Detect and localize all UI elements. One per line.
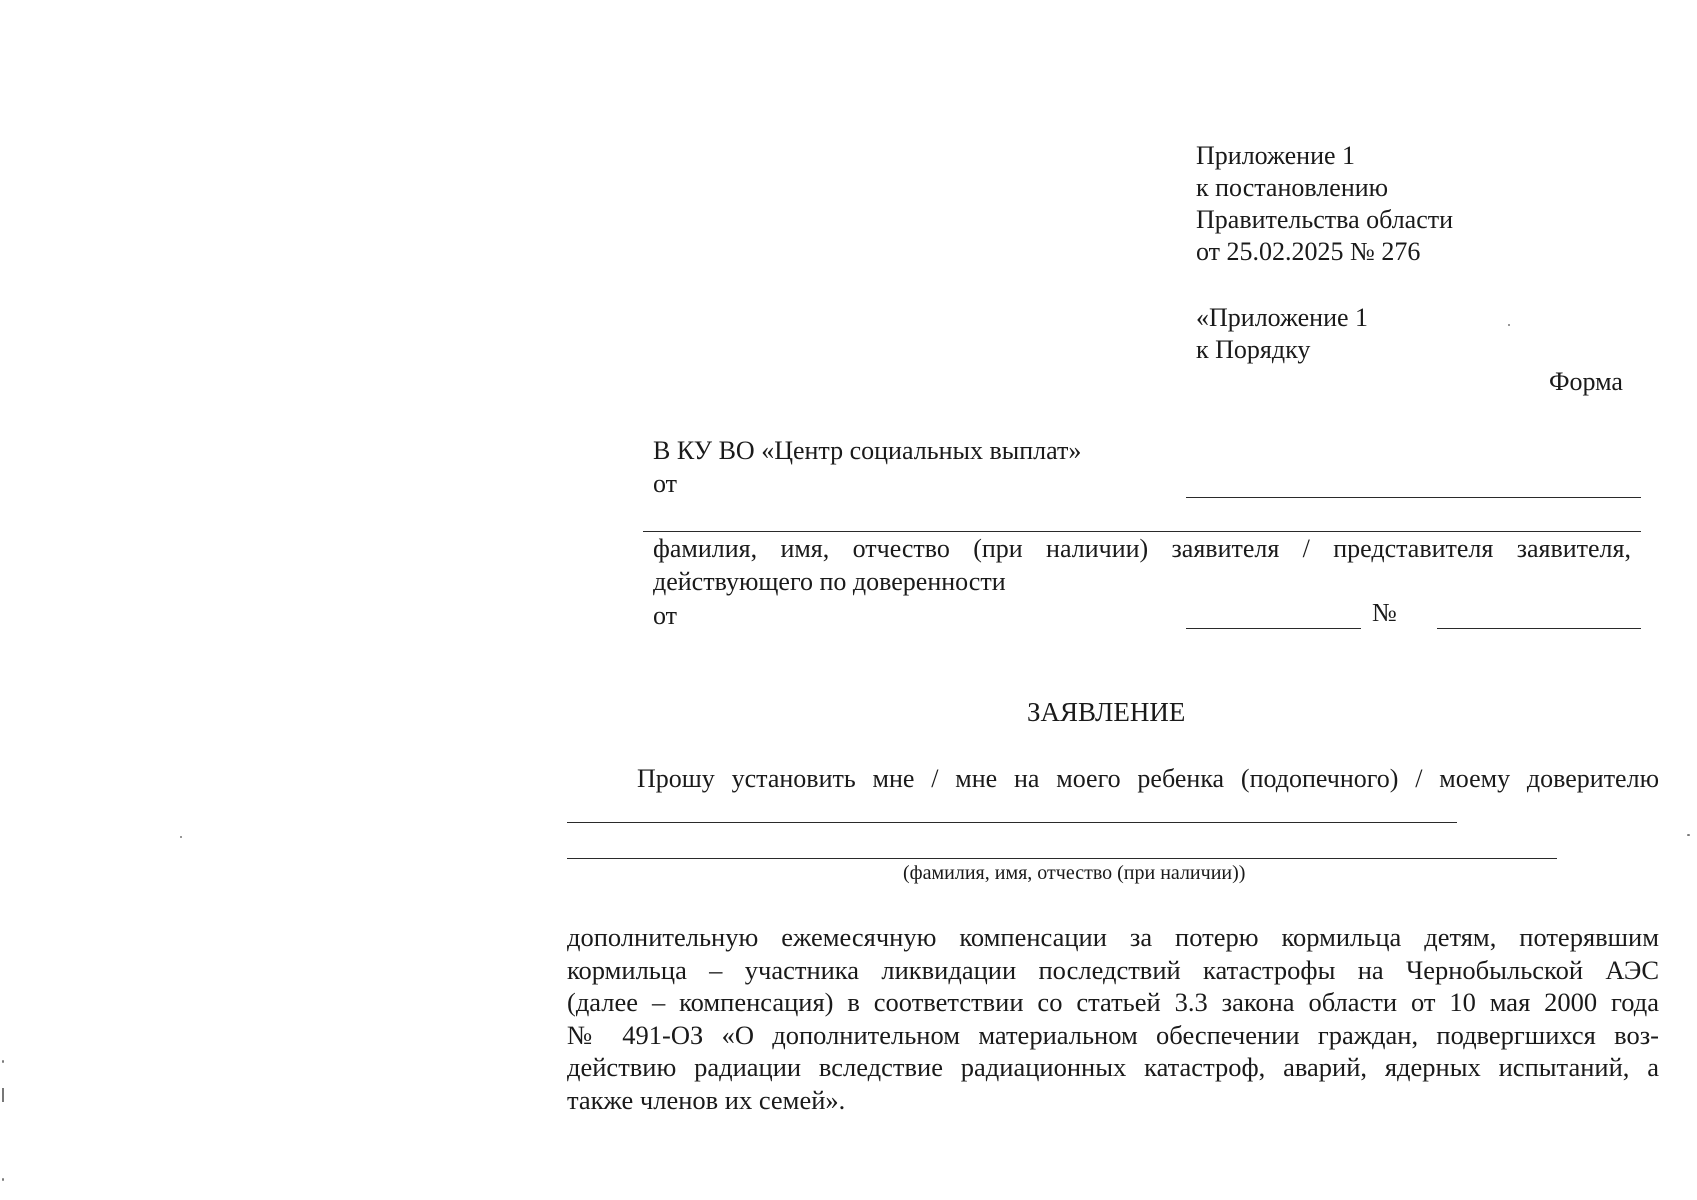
inner-appendix-line-2: к Порядку [1196, 335, 1311, 364]
number-fill-line[interactable] [1437, 628, 1641, 629]
body-line-1: дополнительную ежемесячную компенсации за потерю кормильца детям, потерявшим [567, 922, 1659, 952]
scan-speck [2, 1088, 4, 1102]
number-sign: № [1372, 598, 1397, 627]
from-fill-line[interactable] [1186, 497, 1641, 498]
scan-speck [180, 836, 182, 838]
addressee-to-line: В КУ ВО «Центр социальных выплат» [653, 436, 1082, 465]
beneficiary-fill-line-2[interactable] [567, 858, 1557, 859]
body-line-4: № 491-ОЗ «О дополнительном материальном обеспечении граждан, подвергшихся воз- [567, 1019, 1659, 1050]
appendix-line-3: Правительства области [1196, 205, 1454, 234]
scan-speck [2, 1178, 4, 1181]
appendix-line-4: от 25.02.2025 № 276 [1196, 237, 1421, 266]
date-from-label: от [653, 601, 678, 630]
applicant-caption-line-1: фамилия, имя, отчество (при наличии) заявителя / представителя заявителя, [653, 534, 1631, 563]
body-line-3: (далее – компенсация) в соответствии со статьей 3.3 закона области от 10 мая 2000 года [567, 987, 1659, 1018]
body-line-6: также членов их семей». [567, 1084, 846, 1115]
appendix-line-1: Приложение 1 [1196, 141, 1356, 170]
scan-speck [1508, 324, 1510, 326]
form-label: Форма [1549, 367, 1623, 396]
applicant-caption-line-2: действующего по доверенности [653, 567, 1006, 596]
body-paragraph [567, 921, 1659, 1117]
date-fill-line[interactable] [1186, 628, 1361, 629]
name-caption: (фамилия, имя, отчество (при наличии)) [903, 862, 1246, 884]
request-line: Прошу установить мне / мне на моего ребенка (подопечного) / моему доверителю [637, 764, 1659, 793]
inner-appendix-line-1: «Приложение 1 [1196, 303, 1369, 332]
from-label: от [653, 469, 678, 498]
body-line-5: действию радиации вследствие радиационных катастроф, аварий, ядерных испытаний, а [567, 1052, 1659, 1083]
beneficiary-fill-line-1[interactable] [567, 822, 1457, 823]
body-line-2: кормильца – участника ликвидации последствий катастрофы на Чернобыльской АЭС [567, 954, 1659, 985]
appendix-line-2: к постановлению [1196, 173, 1389, 202]
document-title: ЗАЯВЛЕНИЕ [1027, 697, 1186, 727]
scan-speck [2, 1060, 4, 1063]
applicant-name-fill-line[interactable] [643, 531, 1641, 532]
scan-speck [1687, 834, 1690, 836]
